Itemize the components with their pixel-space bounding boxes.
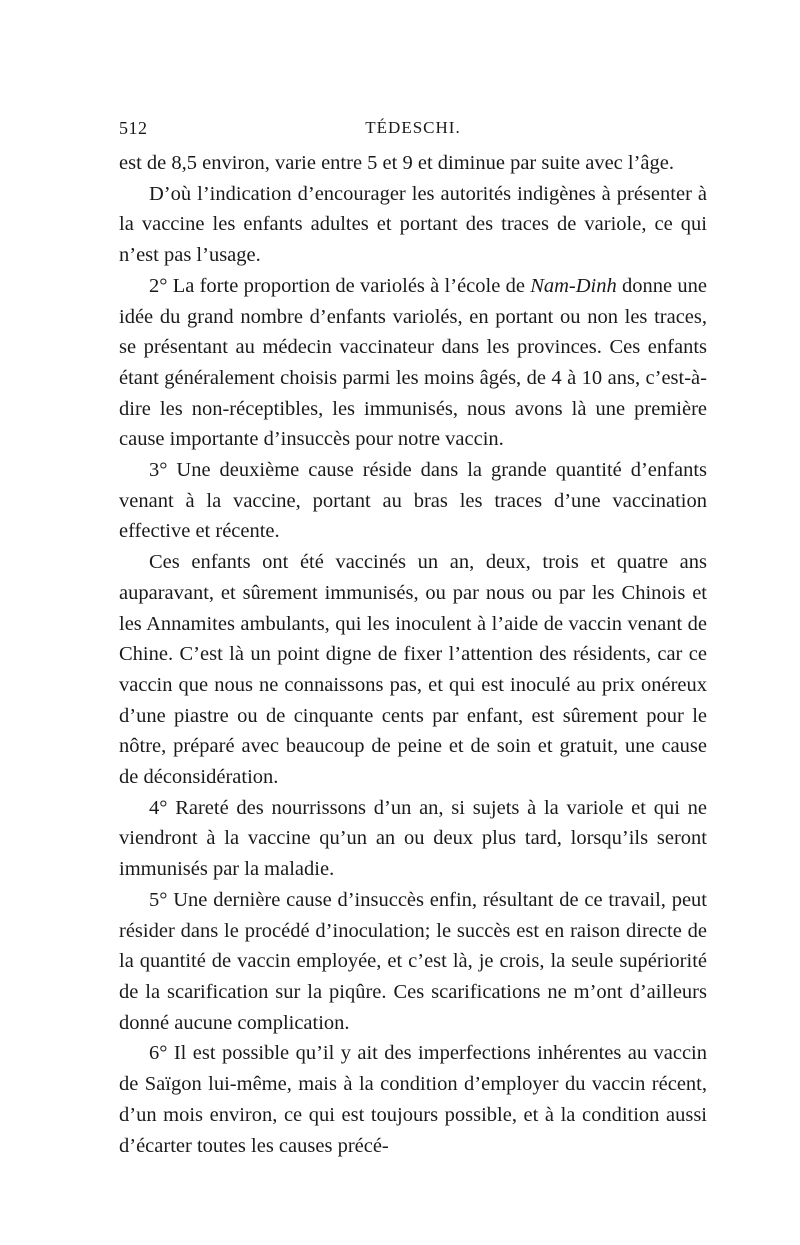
paragraph-point-2: [119, 271, 707, 455]
paragraph: Ces enfants ont été vaccinés un an, deux, trois et quatre ans auparavant, et sûrement immunisés, ou par nous ou par les Chinois et les Annamites ambulants, qui les inoculent à l’aide de vaccin venant de Chine. C’est là un point digne de fixer l’attention des résidents, car ce vaccin que nous ne connaissons pas, et qui est inoculé au prix onéreux d’une piastre ou de cinquante cents par enfant, est sûrement pour le nôtre, préparé avec beaucoup de peine et de soin et gratuit, une cause de déconsidération.: [119, 551, 707, 789]
body-text: [119, 148, 707, 1161]
paragraph-point-4: 4° Rareté des nourrissons d’un an, si sujets à la variole et qui ne viendront à la vaccine qu’un an ou deux plus tard, lorsqu’ils seront immunisés par la maladie.: [119, 796, 707, 881]
paragraph-text: 2° La forte proportion de variolés à l’école de: [149, 274, 531, 297]
running-head-title: TÉDESCHI.: [365, 118, 461, 137]
place-name: Nam-Dinh: [530, 274, 617, 297]
paragraph-point-6: 6° Il est possible qu’il y ait des imperfections inhérentes au vaccin de Saïgon lui-même, mais à la condition d’employer du vaccin récent, d’un mois environ, ce qui est toujours possible, et à la condition aussi d’écarter toutes les causes précé-: [119, 1042, 707, 1157]
paragraph-point-5: 5° Une dernière cause d’insuccès enfin, résultant de ce travail, peut résider dans le procédé d’inoculation; le succès est en raison directe de la quantité de vaccin employée, et c’est là, je crois, la seule supériorité de la scarification sur la piqûre. Ces scarifications ne m’ont d’ailleurs donné aucune complication.: [119, 888, 707, 1034]
paragraph-point-3: 3° Une deuxième cause réside dans la grande quantité d’enfants venant à la vaccine, portant au bras les traces d’une vaccination effective et récente.: [119, 459, 707, 543]
page-number: 512: [119, 118, 148, 138]
running-head: [119, 118, 707, 148]
paragraph-continuation: est de 8,5 environ, varie entre 5 et 9 et diminue par suite avec l’âge.: [119, 152, 674, 174]
document-page: [119, 118, 707, 1161]
paragraph: D’où l’indication d’encourager les autorités indigènes à présenter à la vaccine les enfants adultes et portant des traces de variole, ce qui n’est pas l’usage.: [119, 182, 707, 267]
paragraph-text: donne une idée du grand nombre d’enfants variolés, en portant ou non les traces, se présentant au médecin vaccinateur dans les provinces. Ces enfants étant généralement choisis parmi les moins âgés, de 4 à 10 ans, c’est-à-dire les non-réceptibles, les immunisés, nous avons là une première cause importante d’insuccès pour notre vaccin.: [119, 274, 708, 451]
